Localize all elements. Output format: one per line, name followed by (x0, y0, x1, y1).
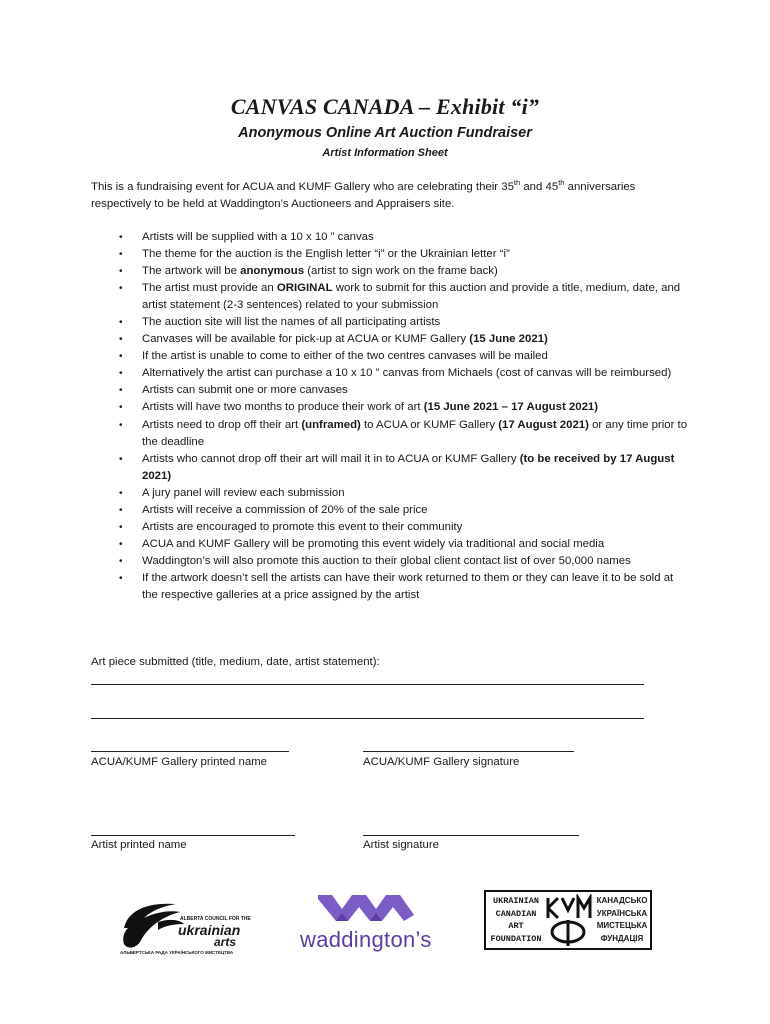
bullet-item (91, 536, 691, 553)
gallery-name-line[interactable] (91, 751, 289, 752)
bullet-dot-icon: • (119, 232, 123, 243)
bullet-text: Artists who cannot drop off their art will mail it in to ACUA or KUMF Gallery (142, 452, 520, 465)
bullet-text: Artists will have two months to produce their work of art (142, 401, 424, 414)
acua-bottom-text: АЛЬБЕРТСЬКА РАДА УКРАЇНСЬКОГО МИСТЕЦТВА (120, 950, 234, 955)
bullet-text: The artwork will be (142, 265, 241, 278)
bullet-text: Artists need to drop off their art (142, 418, 302, 431)
acua-logo (118, 898, 258, 958)
intro-text-3: anniversaries respectively to be held at Waddington’s Auctioneers and Appraisers site. (91, 181, 636, 210)
art-piece-line-2[interactable] (91, 718, 644, 719)
kumf-ua-line-1: КАНАДСЬКО (596, 896, 648, 905)
bullet-item (91, 314, 691, 331)
bullet-text: (artist to sign work on the frame back) (304, 265, 498, 278)
gallery-signature-label: ACUA/KUMF Gallery signature (363, 756, 520, 768)
bullet-text: work to submit for this auction and provide a title, medium, date, and artist statement (2-3 sentences) related to your submission (142, 282, 681, 312)
bullet-text: Waddington’s will also promote this auction to their global client contact list of over 50,000 names (142, 554, 631, 567)
bullet-text: ACUA and KUMF Gallery will be promoting this event widely via traditional and social media (142, 537, 605, 550)
intro-sup-1: th (513, 178, 521, 187)
artist-name-label: Artist printed name (91, 839, 187, 851)
bullet-item (91, 485, 691, 502)
bullet-text: Artists will be supplied with a 10 x 10 ” canvas (142, 231, 374, 243)
bullet-dot-icon: • (119, 402, 123, 414)
kumf-ukrainian-text (594, 895, 650, 945)
gallery-signature-line[interactable] (363, 751, 574, 752)
bullet-item (91, 519, 691, 536)
bullet-text: Artists are encouraged to promote this event to their community (142, 520, 463, 533)
bullet-item (91, 417, 691, 451)
bullet-item (91, 570, 691, 604)
bullet-item (91, 348, 691, 365)
bullet-dot-icon: • (119, 334, 123, 346)
kumf-en-line-3: ART (508, 921, 524, 931)
page-title: CANVAS CANADA – Exhibit “i” (230, 94, 540, 119)
bullet-bold-text: (15 June 2021) (469, 333, 548, 346)
bullet-item (91, 382, 691, 399)
bullet-bold-text: (unframed) (301, 418, 361, 431)
bullet-dot-icon: • (119, 487, 123, 499)
bullet-text: or any time prior to the deadline (142, 418, 688, 448)
bullet-item (91, 246, 691, 263)
bullet-bold-text: (15 June 2021 – 17 August 2021) (423, 401, 599, 414)
bullet-dot-icon: • (119, 283, 123, 295)
artist-name-line[interactable] (91, 835, 295, 836)
bullet-text: The theme for the auction is the English letter “i” or the Ukrainian letter “i” (142, 248, 510, 261)
bullet-dot-icon: • (119, 419, 123, 431)
bullet-bold-text: (to be received by 17 August 2021) (142, 452, 675, 482)
bullet-dot-icon: • (119, 351, 123, 363)
artist-signature-line[interactable] (363, 835, 579, 836)
bullet-dot-icon: • (119, 538, 123, 550)
bullet-item (91, 553, 691, 570)
sheet-title: Artist Information Sheet (322, 147, 448, 159)
kumf-logo (484, 890, 652, 950)
bullet-item (91, 451, 691, 485)
waddingtons-chevron-icon (318, 893, 418, 923)
waddingtons-wordmark: waddington’s (300, 927, 432, 952)
artist-signature-label: Artist signature (363, 839, 439, 851)
kumf-ua-line-4: ФУНДАЦІЯ (600, 933, 644, 943)
bullet-dot-icon: • (119, 555, 123, 567)
gallery-name-label: ACUA/KUMF Gallery printed name (91, 756, 267, 768)
intro-text-1: This is a fundraising event for ACUA and KUMF Gallery who are celebrating their 35 (91, 181, 514, 193)
bullet-text: If the artist is unable to come to either of the two centres canvases will be mailed (142, 350, 548, 363)
bullet-text: If the artwork doesn’t sell the artists can have their work returned to them or they can leave it to be sold at the respective galleries at a price assigned by the artist (142, 571, 674, 601)
bullet-text: Alternatively the artist can purchase a 10 x 10 ” canvas from Michaels (cost of canvas will be reimbursed) (142, 367, 672, 380)
bullet-item (91, 331, 691, 348)
bullet-bold-text: ORIGINAL (276, 282, 333, 295)
intro-sup-2: th (558, 178, 565, 187)
bullet-text: Artists can submit one or more canvases (142, 384, 348, 397)
kumf-emblem-icon (544, 894, 592, 946)
bullet-dot-icon: • (119, 572, 123, 584)
bullet-item (91, 365, 691, 382)
bullet-dot-icon: • (119, 317, 123, 329)
bullet-item (91, 502, 691, 519)
bullet-dot-icon: • (119, 368, 123, 380)
info-bullet-list (91, 229, 691, 604)
kumf-ua-line-2: УКРАЇНСЬКА (596, 908, 648, 918)
acua-small-text: ALBERTA COUNCIL FOR THE (180, 916, 251, 922)
kumf-english-text (489, 895, 543, 945)
intro-text-2: and 45 (520, 181, 559, 193)
bullet-text: to ACUA or KUMF Gallery (360, 418, 499, 431)
waddingtons-mark (318, 893, 418, 923)
page-subtitle: Anonymous Online Art Auction Fundraiser (238, 125, 532, 141)
bullet-item (91, 229, 691, 246)
bullet-dot-icon: • (119, 521, 123, 533)
bullet-dot-icon: • (119, 453, 123, 465)
kumf-ua-line-3: МИСТЕЦЬКА (596, 921, 648, 930)
kumf-en-line-2: CANADIAN (495, 908, 537, 919)
kumf-en-line-1: UKRAINIAN (493, 896, 539, 906)
bullet-text: The artist must provide an (142, 282, 277, 295)
bullet-dot-icon: • (119, 266, 123, 278)
kumf-en-line-4: FOUNDATION (490, 933, 542, 944)
acua-big-text-2: arts (214, 935, 237, 949)
bullet-text: The auction site will list the names of all participating artists (142, 316, 441, 329)
bullet-dot-icon: • (119, 504, 123, 516)
bullet-bold-text: anonymous (240, 265, 305, 278)
bullet-dot-icon: • (119, 385, 123, 397)
bullet-dot-icon: • (119, 249, 123, 261)
intro-paragraph (91, 179, 691, 213)
bullet-text: A jury panel will review each submission (142, 486, 345, 499)
bullet-text: Canvases will be available for pick-up at ACUA or KUMF Gallery (142, 333, 470, 346)
bullet-item (91, 399, 691, 416)
bullet-bold-text: (17 August 2021) (498, 418, 589, 431)
acua-big-text-1: ukrainian (178, 922, 241, 938)
art-piece-line-1[interactable] (91, 684, 644, 685)
art-piece-label: Art piece submitted (title, medium, date, artist statement): (91, 656, 380, 668)
bullet-text: Artists will receive a commission of 20% of the sale price (142, 503, 428, 516)
bullet-item (91, 280, 691, 314)
bullet-item (91, 263, 691, 280)
